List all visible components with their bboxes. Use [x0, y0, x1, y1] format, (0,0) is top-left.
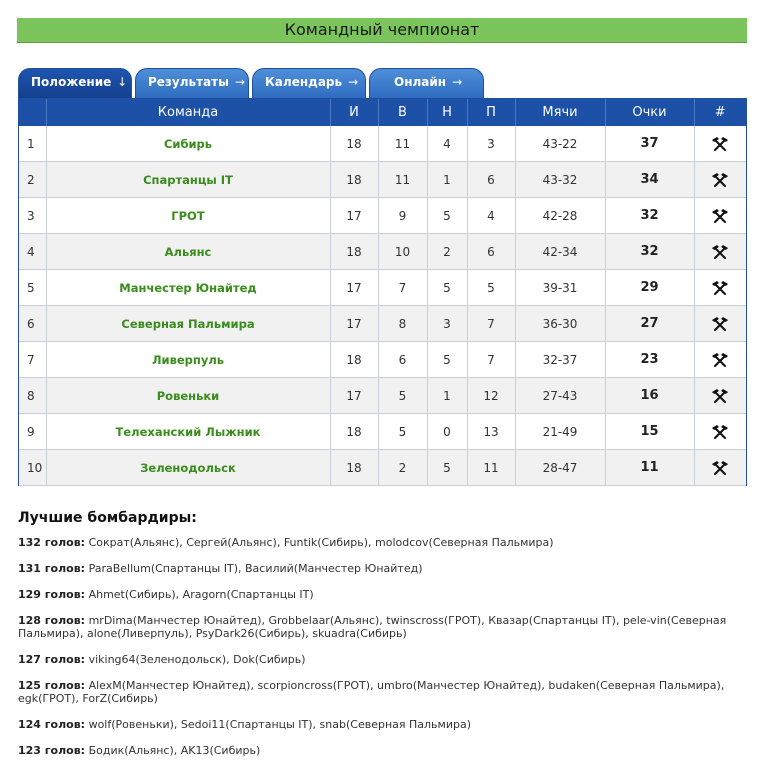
- row-draws: 5: [427, 270, 467, 306]
- header-draws: Н: [427, 99, 467, 126]
- header-team: Команда: [46, 99, 330, 126]
- row-wins: 5: [378, 378, 427, 414]
- row-draws: 4: [427, 126, 467, 162]
- scorer-goals: 132 голов:: [18, 536, 86, 549]
- row-draws: 2: [427, 234, 467, 270]
- row-goals: 28-47: [515, 450, 605, 486]
- tab-standings-label: Положение: [31, 75, 112, 89]
- team-link[interactable]: Ливерпуль: [46, 342, 330, 378]
- row-position: 6: [19, 306, 46, 342]
- scorer-names: Бодик(Альянс), AK13(Сибирь): [88, 744, 261, 757]
- row-points: 37: [605, 126, 694, 162]
- arrow-right-icon: →: [452, 75, 463, 89]
- row-tools[interactable]: [694, 342, 746, 378]
- row-losses: 7: [467, 306, 515, 342]
- row-losses: 13: [467, 414, 515, 450]
- row-goals: 42-34: [515, 234, 605, 270]
- header-goals: Мячи: [515, 99, 605, 126]
- row-points: 34: [605, 162, 694, 198]
- row-position: 4: [19, 234, 46, 270]
- team-link[interactable]: Манчестер Юнайтед: [46, 270, 330, 306]
- tab-results-label: Результаты: [148, 75, 229, 89]
- row-games: 18: [330, 342, 378, 378]
- scorer-names: Ahmet(Сибирь), Aragorn(Спартанцы IT): [88, 588, 314, 601]
- row-points: 27: [605, 306, 694, 342]
- tab-online-label: Онлайн: [394, 75, 447, 89]
- hammer-pick-icon[interactable]: [711, 171, 729, 189]
- row-tools[interactable]: [694, 414, 746, 450]
- row-losses: 6: [467, 162, 515, 198]
- row-wins: 11: [378, 126, 427, 162]
- arrow-right-icon: →: [348, 75, 359, 89]
- scorer-names: ParaBellum(Спартанцы IT), Василий(Манчестер Юнайтед): [88, 562, 423, 575]
- row-position: 5: [19, 270, 46, 306]
- row-points: 32: [605, 198, 694, 234]
- row-goals: 27-43: [515, 378, 605, 414]
- row-points: 32: [605, 234, 694, 270]
- scorer-goals: 124 голов:: [18, 718, 86, 731]
- team-link[interactable]: Альянс: [46, 234, 330, 270]
- row-draws: 5: [427, 450, 467, 486]
- row-wins: 5: [378, 414, 427, 450]
- scorer-line: [18, 614, 748, 640]
- top-scorers-title: Лучшие бомбардиры:: [18, 510, 197, 526]
- scorer-goals: 127 голов:: [18, 653, 86, 666]
- scorer-line: [18, 562, 748, 575]
- row-position: 1: [19, 126, 46, 162]
- table-row: [19, 270, 746, 306]
- hammer-pick-icon[interactable]: [711, 459, 729, 477]
- table-row: [19, 162, 746, 198]
- row-tools[interactable]: [694, 450, 746, 486]
- header-losses: П: [467, 99, 515, 126]
- hammer-pick-icon[interactable]: [711, 387, 729, 405]
- header-position: [19, 99, 46, 126]
- team-link[interactable]: Сибирь: [46, 126, 330, 162]
- row-losses: 7: [467, 342, 515, 378]
- row-tools[interactable]: [694, 198, 746, 234]
- row-goals: 32-37: [515, 342, 605, 378]
- header-games: И: [330, 99, 378, 126]
- row-draws: 5: [427, 198, 467, 234]
- row-goals: 43-32: [515, 162, 605, 198]
- row-draws: 0: [427, 414, 467, 450]
- row-tools[interactable]: [694, 270, 746, 306]
- row-position: 3: [19, 198, 46, 234]
- arrow-right-icon: →: [234, 75, 246, 89]
- row-goals: 36-30: [515, 306, 605, 342]
- top-scorers: [18, 510, 748, 770]
- row-losses: 6: [467, 234, 515, 270]
- row-tools[interactable]: [694, 378, 746, 414]
- row-games: 18: [330, 126, 378, 162]
- scorer-line: [18, 744, 748, 757]
- page-title: Командный чемпионат: [17, 18, 747, 43]
- row-tools[interactable]: [694, 306, 746, 342]
- scorer-names: viking64(Зеленодольск), Dok(Сибирь): [88, 653, 306, 666]
- row-points: 23: [605, 342, 694, 378]
- scorer-names: wolf(Ровеньки), Sedoi11(Спартанцы IT), snab(Северная Пальмира): [88, 718, 471, 731]
- row-points: 16: [605, 378, 694, 414]
- row-position: 2: [19, 162, 46, 198]
- row-games: 18: [330, 234, 378, 270]
- row-goals: 39-31: [515, 270, 605, 306]
- row-tools[interactable]: [694, 126, 746, 162]
- table-row: [19, 414, 746, 450]
- table-row: [19, 198, 746, 234]
- scorer-line: [18, 588, 748, 601]
- team-link[interactable]: Телеханский Лыжник: [46, 414, 330, 450]
- row-games: 18: [330, 414, 378, 450]
- team-link[interactable]: Ровеньки: [46, 378, 330, 414]
- team-link[interactable]: ГРОТ: [46, 198, 330, 234]
- row-draws: 3: [427, 306, 467, 342]
- team-link[interactable]: Спартанцы IT: [46, 162, 330, 198]
- arrow-down-icon: ↓: [117, 75, 128, 89]
- row-games: 17: [330, 198, 378, 234]
- scorer-goals: 125 голов:: [18, 679, 86, 692]
- tab-calendar[interactable]: [252, 68, 366, 98]
- row-position: 7: [19, 342, 46, 378]
- scorer-line: [18, 679, 748, 705]
- table-row: [19, 234, 746, 270]
- row-games: 18: [330, 162, 378, 198]
- team-link[interactable]: Северная Пальмира: [46, 306, 330, 342]
- row-wins: 2: [378, 450, 427, 486]
- row-draws: 1: [427, 162, 467, 198]
- row-games: 17: [330, 306, 378, 342]
- row-position: 10: [19, 450, 46, 486]
- row-goals: 21-49: [515, 414, 605, 450]
- row-goals: 43-22: [515, 126, 605, 162]
- header-points: Очки: [605, 99, 694, 126]
- row-wins: 6: [378, 342, 427, 378]
- row-wins: 10: [378, 234, 427, 270]
- table-row: [19, 378, 746, 414]
- hammer-pick-icon[interactable]: [711, 243, 729, 261]
- row-games: 18: [330, 450, 378, 486]
- header-wins: В: [378, 99, 427, 126]
- row-wins: 9: [378, 198, 427, 234]
- row-draws: 1: [427, 378, 467, 414]
- row-losses: 4: [467, 198, 515, 234]
- standings-table: [18, 98, 747, 486]
- hammer-pick-icon[interactable]: [711, 351, 729, 369]
- scorer-names: Сократ(Альянс), Сергей(Альянс), Funtik(Сибирь), molodcov(Северная Пальмира): [88, 536, 554, 549]
- row-losses: 11: [467, 450, 515, 486]
- row-points: 11: [605, 450, 694, 486]
- table-row: [19, 450, 746, 486]
- hammer-pick-icon[interactable]: [711, 207, 729, 225]
- tab-standings[interactable]: [18, 68, 132, 98]
- scorer-line: [18, 653, 748, 666]
- hammer-pick-icon[interactable]: [711, 279, 729, 297]
- header-actions: #: [694, 99, 746, 126]
- tab-calendar-label: Календарь: [265, 75, 343, 89]
- row-games: 17: [330, 378, 378, 414]
- hammer-pick-icon[interactable]: [711, 315, 729, 333]
- row-losses: 5: [467, 270, 515, 306]
- scorer-goals: 123 голов:: [18, 744, 86, 757]
- row-losses: 12: [467, 378, 515, 414]
- team-link[interactable]: Зеленодольск: [46, 450, 330, 486]
- table-header-row: [19, 99, 746, 126]
- scorer-line: [18, 536, 748, 549]
- row-wins: 11: [378, 162, 427, 198]
- row-losses: 3: [467, 126, 515, 162]
- hammer-pick-icon[interactable]: [711, 135, 729, 153]
- row-points: 15: [605, 414, 694, 450]
- scorer-line: [18, 718, 748, 731]
- row-position: 8: [19, 378, 46, 414]
- tab-results[interactable]: [135, 68, 249, 98]
- row-position: 9: [19, 414, 46, 450]
- hammer-pick-icon[interactable]: [711, 423, 729, 441]
- scorer-goals: 129 голов:: [18, 588, 86, 601]
- scorer-names: AlexM(Манчестер Юнайтед), scorpioncross(ГРОТ), umbro(Манчестер Юнайтед), budaken(Северная Пальмира), egk(ГРОТ), ForZ(Сибирь): [18, 679, 725, 705]
- row-tools[interactable]: [694, 162, 746, 198]
- row-games: 17: [330, 270, 378, 306]
- scorer-goals: 128 голов:: [18, 614, 86, 627]
- row-draws: 5: [427, 342, 467, 378]
- table-row: [19, 306, 746, 342]
- row-wins: 7: [378, 270, 427, 306]
- scorer-goals: 131 голов:: [18, 562, 86, 575]
- row-goals: 42-28: [515, 198, 605, 234]
- row-points: 29: [605, 270, 694, 306]
- row-tools[interactable]: [694, 234, 746, 270]
- table-row: [19, 126, 746, 162]
- tab-online[interactable]: [369, 68, 484, 98]
- table-row: [19, 342, 746, 378]
- scorer-names: mrDima(Манчестер Юнайтед), Grobbelaar(Альянс), twinscross(ГРОТ), Квазар(Спартанцы IT), pele-vin(Северная Пальмира), alone(Ливерпуль), PsyDark26(Сибирь), skuadra(Сибирь): [18, 614, 727, 640]
- row-wins: 8: [378, 306, 427, 342]
